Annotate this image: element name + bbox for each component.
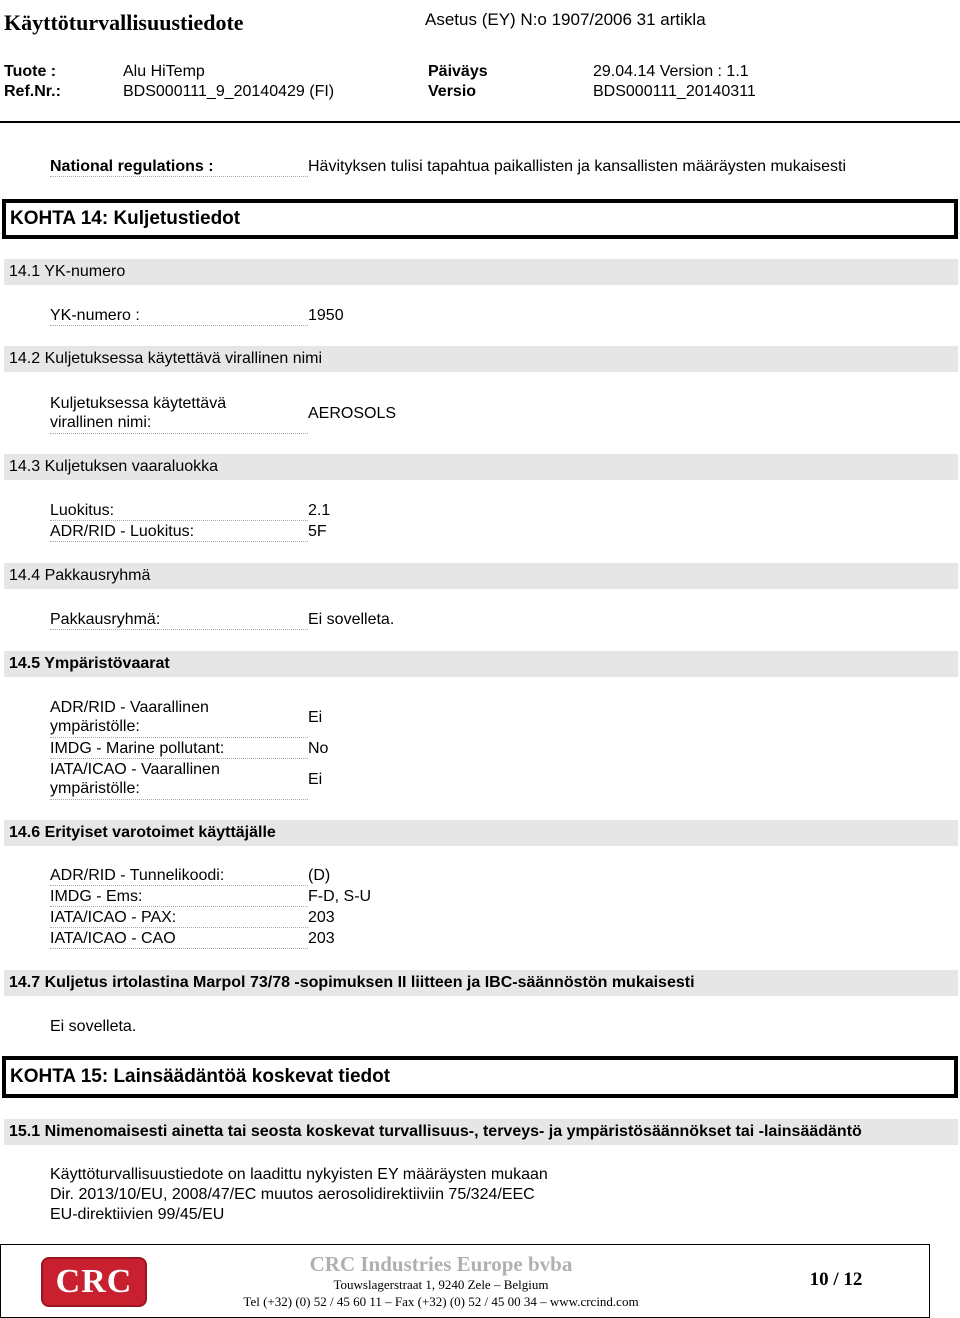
subsection-14-4-heading: 14.4 Pakkausryhmä: [4, 563, 958, 589]
adr-classification-value: 5F: [308, 523, 327, 540]
iata-pax-value: 203: [308, 909, 335, 926]
ref-label: Ref.Nr.:: [4, 83, 61, 100]
subsection-15-1-heading: 15.1 Nimenomaisesti ainetta tai seosta koskevat turvallisuus-, terveys- ja ympäristösäännökset tai -lainsäädäntö: [4, 1119, 958, 1145]
ref-value: BDS000111_9_20140429 (FI): [123, 83, 335, 100]
iata-env-hazard-value: Ei: [308, 771, 323, 788]
product-value: Alu HiTemp: [123, 63, 205, 80]
company-contact: Tel (+32) (0) 52 / 45 60 11 – Fax (+32) (0) 52 / 45 00 34 – www.crcind.com: [243, 1294, 639, 1309]
packing-group-value: Ei sovelleta.: [308, 611, 395, 628]
classification-label: Luokitus:: [50, 501, 308, 521]
iata-cao-value: 203: [308, 930, 335, 947]
iata-pax-label: IATA/ICAO - PAX:: [50, 908, 308, 928]
subsection-14-7-heading: 14.7 Kuljetus irtolastina Marpol 73/78 -sopimuksen II liitteen ja IBC-säännöstön mukaisesti: [4, 970, 958, 996]
iata-env-hazard-label: [50, 760, 308, 800]
subsection-14-6-heading: 14.6 Erityiset varotoimet käyttäjälle: [4, 820, 958, 846]
page-footer: [0, 1244, 930, 1318]
company-name: CRC Industries Europe bvba: [309, 1252, 573, 1276]
regulation-reference: Asetus (EY) N:o 1907/2006 31 artikla: [425, 10, 706, 29]
imdg-ems-value: F-D, S-U: [308, 888, 372, 905]
bulk-transport-text: Ei sovelleta.: [50, 1018, 137, 1035]
shipping-name-label: [50, 394, 308, 434]
national-regulations-label: National regulations :: [50, 157, 308, 177]
packing-group-label: Pakkausryhmä:: [50, 610, 308, 630]
regulation-text-line2: Dir. 2013/10/EU, 2008/47/EC muutos aerosolidirektiiviin 75/324/EEC: [50, 1186, 535, 1203]
subsection-14-5-heading: 14.5 Ympäristövaarat: [4, 651, 958, 677]
section-14-heading: KOHTA 14: Kuljetustiedot: [2, 199, 958, 239]
crc-logo-text: CRC: [55, 1263, 133, 1300]
classification-value: 2.1: [308, 502, 331, 519]
shipping-name-label-line1: Kuljetuksessa käytettävä: [50, 395, 227, 412]
un-number-label: YK-numero :: [50, 306, 308, 326]
adr-env-hazard-label: [50, 698, 308, 738]
adr-env-hazard-label-line1: ADR/RID - Vaarallinen: [50, 699, 209, 716]
iata-env-hazard-label-line2: ympäristölle:: [50, 780, 140, 797]
header-rule: [0, 121, 960, 123]
adr-classification-label: ADR/RID - Luokitus:: [50, 522, 308, 542]
un-number-value: 1950: [308, 307, 344, 324]
date-value: 29.04.14 Version : 1.1: [593, 63, 749, 80]
crc-logo: [41, 1257, 147, 1307]
imdg-ems-label: IMDG - Ems:: [50, 887, 308, 907]
product-label: Tuote :: [4, 63, 57, 80]
shipping-name-value: AEROSOLS: [308, 405, 397, 422]
national-regulations-value: Hävityksen tulisi tapahtua paikallisten ja kansallisten määräysten mukaisesti: [308, 158, 847, 175]
version-value: BDS000111_20140311: [593, 83, 756, 100]
adr-env-hazard-label-line2: ympäristölle:: [50, 718, 140, 735]
regulation-text-line1: Käyttöturvallisuustiedote on laadittu nykyisten EY määräysten mukaan: [50, 1166, 548, 1183]
version-label: Versio: [428, 83, 477, 100]
iata-cao-label: IATA/ICAO - CAO: [50, 929, 308, 949]
page-number: 10 / 12: [809, 1269, 863, 1290]
imdg-marine-pollutant-label: IMDG - Marine pollutant:: [50, 739, 308, 759]
section-15-heading: KOHTA 15: Lainsäädäntöä koskevat tiedot: [2, 1056, 958, 1098]
company-address: Touwslagerstraat 1, 9240 Zele – Belgium: [333, 1277, 549, 1292]
subsection-14-1-heading: 14.1 YK-numero: [4, 259, 958, 285]
imdg-marine-pollutant-value: No: [308, 740, 329, 757]
subsection-14-3-heading: 14.3 Kuljetuksen vaaraluokka: [4, 454, 958, 480]
regulation-text: [50, 1165, 548, 1225]
tunnel-code-label: ADR/RID - Tunnelikoodi:: [50, 866, 308, 886]
date-label: Päiväys: [428, 63, 488, 80]
regulation-text-line3: EU-direktiivien 99/45/EU: [50, 1206, 225, 1223]
iata-env-hazard-label-line1: IATA/ICAO - Vaarallinen: [50, 761, 220, 778]
shipping-name-label-line2: virallinen nimi:: [50, 414, 152, 431]
document-title: Käyttöturvallisuustiedote: [4, 10, 244, 35]
adr-env-hazard-value: Ei: [308, 709, 323, 726]
tunnel-code-value: (D): [308, 867, 331, 884]
subsection-14-2-heading: 14.2 Kuljetuksessa käytettävä virallinen nimi: [4, 346, 958, 372]
